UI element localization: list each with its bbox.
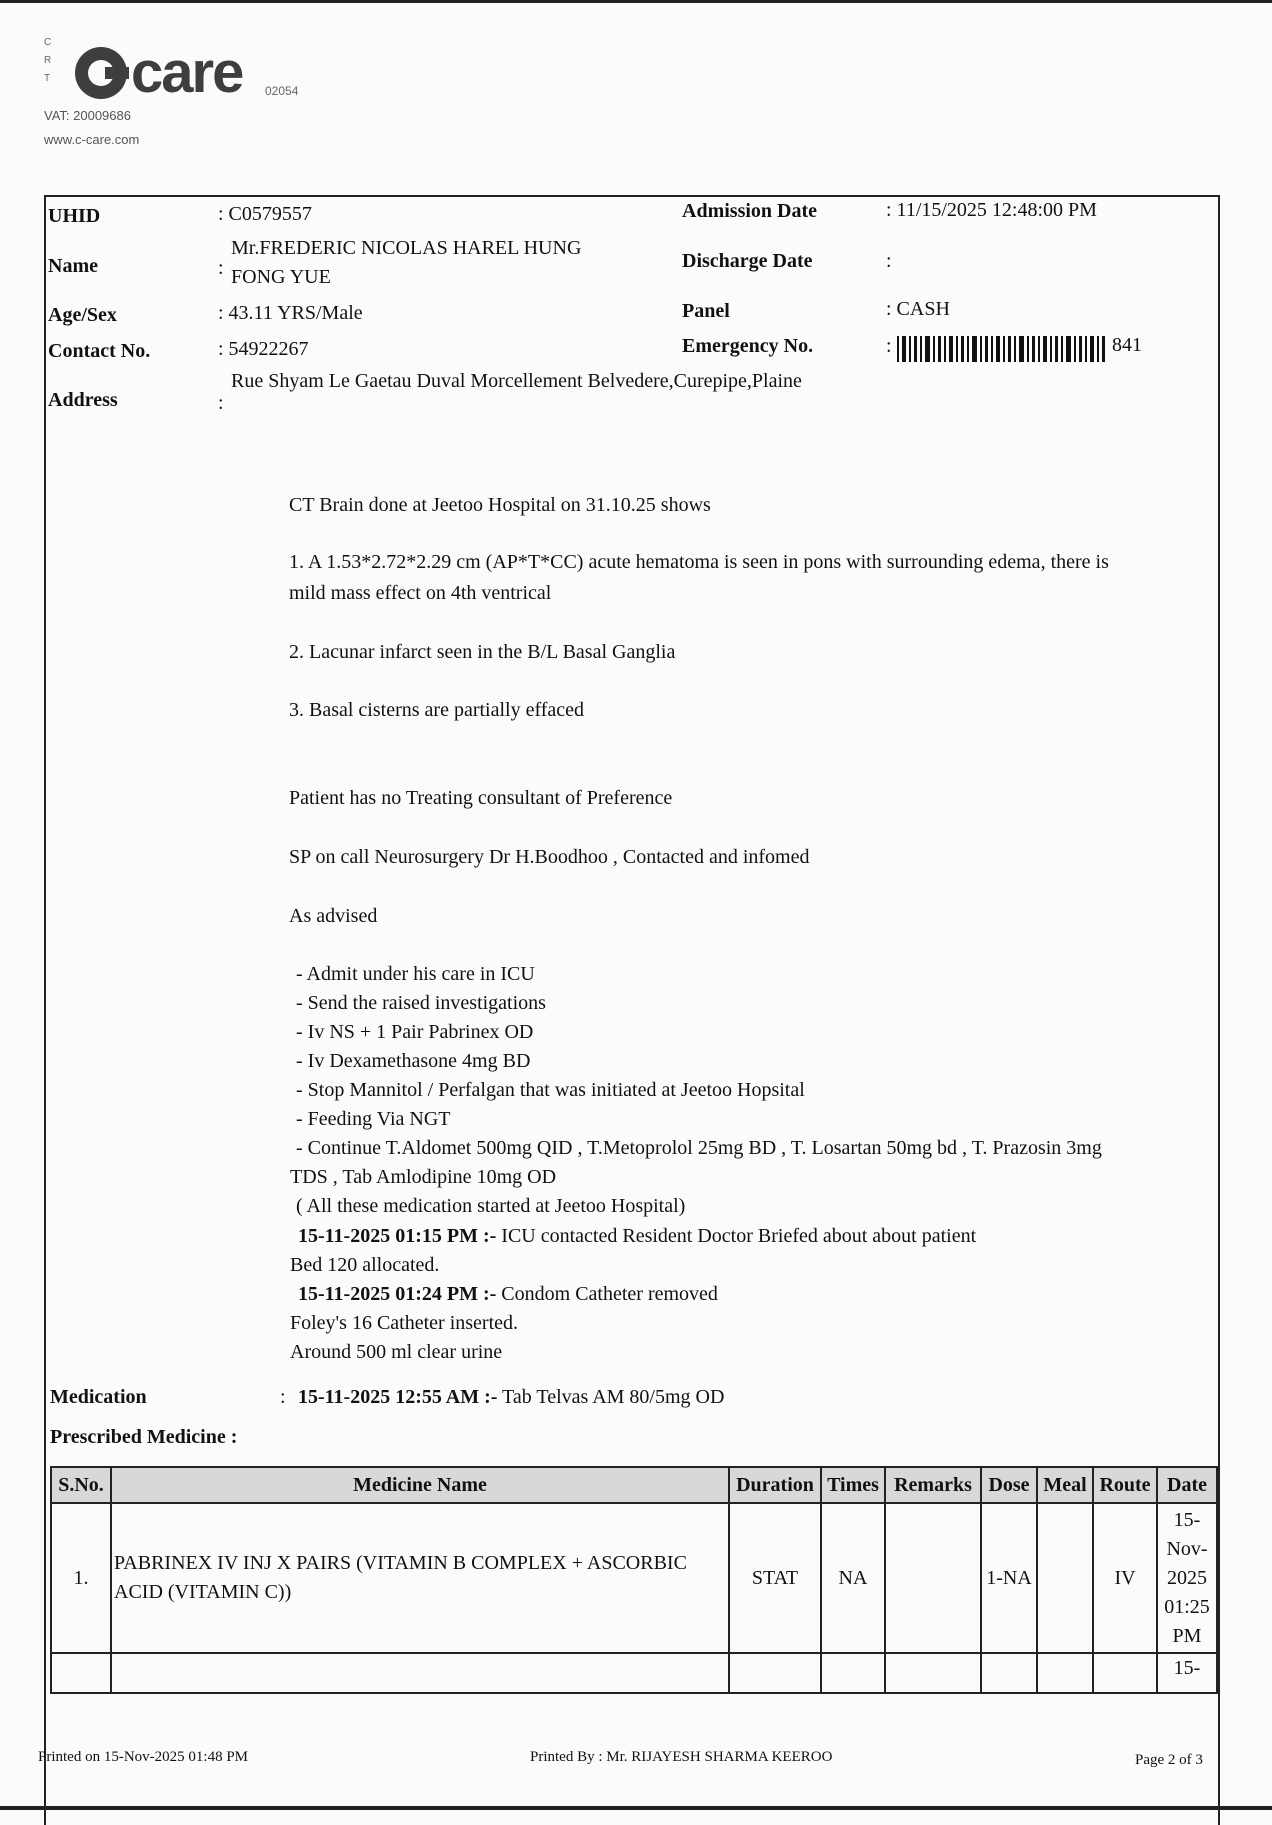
prescribed-medicine-label: Prescribed Medicine : — [50, 1426, 238, 1448]
logo-text: care — [131, 40, 243, 105]
sno-cell — [51, 1653, 111, 1693]
route-cell: IV — [1093, 1503, 1157, 1653]
emergency-label: Emergency No. — [682, 335, 814, 357]
entry-1-time: 15-11-2025 01:15 PM :- — [298, 1225, 497, 1247]
table-row — [51, 1503, 1217, 1653]
entry-2-line2: Foley's 16 Catheter inserted. — [290, 1312, 518, 1334]
times-cell — [821, 1653, 885, 1693]
medicine-name-cell — [111, 1653, 729, 1693]
advice-list — [290, 960, 1102, 1221]
ct-title: CT Brain done at Jeetoo Hospital on 31.10.25 shows — [289, 494, 711, 516]
emergency-colon: : — [886, 335, 892, 357]
admission-value: : 11/15/2025 12:48:00 PM — [886, 199, 1097, 221]
entry-1-line2: Bed 120 allocated. — [290, 1254, 440, 1276]
meal-cell — [1037, 1503, 1093, 1653]
ccare-logo — [75, 42, 242, 104]
route-cell — [1093, 1653, 1157, 1693]
contact-label: Contact No. — [48, 340, 151, 362]
prescribed-medicine-table — [50, 1466, 1218, 1694]
agesex-value: : 43.11 YRS/Male — [218, 302, 363, 324]
panel-label: Panel — [682, 300, 730, 322]
name-value-line2: FONG YUE — [231, 266, 331, 288]
printed-on: Printed on 15-Nov-2025 01:48 PM — [38, 1749, 248, 1765]
advice-item: TDS , Tab Amlodipine 10mg OD — [290, 1166, 557, 1188]
column-header: Meal — [1037, 1467, 1093, 1503]
advice-item: - Feeding Via NGT — [296, 1108, 451, 1130]
emergency-suffix: 841 — [1112, 334, 1142, 356]
website: www.c-care.com — [44, 132, 140, 147]
name-label: Name — [48, 255, 98, 277]
column-header: Remarks — [885, 1467, 981, 1503]
advice-item: - Iv Dexamethasone 4mg BD — [296, 1050, 531, 1072]
remarks-cell — [885, 1653, 981, 1693]
medication-time: 15-11-2025 12:55 AM :- — [298, 1386, 498, 1408]
advice-item: - Send the raised investigations — [296, 992, 546, 1014]
entry-1-text: ICU contacted Resident Doctor Briefed about about patient — [496, 1225, 977, 1247]
finding-1-line2: mild mass effect on 4th ventrical — [289, 582, 552, 604]
vat-number: VAT: 20009686 — [44, 108, 131, 123]
duration-cell: STAT — [729, 1503, 821, 1653]
column-header: S.No. — [51, 1467, 111, 1503]
name-colon: : — [218, 257, 224, 279]
uhid-value: : C0579557 — [218, 203, 312, 225]
agesex-label: Age/Sex — [48, 304, 117, 326]
column-header: Route — [1093, 1467, 1157, 1503]
column-header: Dose — [981, 1467, 1037, 1503]
entry-2-text: Condom Catheter removed — [496, 1283, 718, 1305]
entry-2-time: 15-11-2025 01:24 PM :- — [298, 1283, 497, 1305]
medication-text: Tab Telvas AM 80/5mg OD — [497, 1386, 725, 1408]
table-row — [51, 1653, 1217, 1693]
page-bottom-border — [0, 1806, 1272, 1810]
logo-code: 02054 — [265, 84, 299, 98]
page-top-border — [0, 0, 1272, 3]
logo-c-icon — [75, 47, 127, 99]
advice-item: ( All these medication started at Jeetoo Hospital) — [296, 1195, 686, 1217]
finding-1-line1: 1. A 1.53*2.72*2.29 cm (AP*T*CC) acute hematoma is seen in pons with surrounding edema, there is — [289, 551, 1109, 573]
emergency-number-barcode — [895, 332, 1113, 364]
crt-letters: C R T — [44, 37, 52, 84]
address-value: Rue Shyam Le Gaetau Duval Morcellement Belvedere,Curepipe,Plaine — [231, 370, 802, 392]
meal-cell — [1037, 1653, 1093, 1693]
advice-item: - Stop Mannitol / Perfalgan that was initiated at Jeetoo Hopsital — [296, 1079, 805, 1101]
no-consultant-note: Patient has no Treating consultant of Preference — [289, 787, 673, 809]
dose-cell — [981, 1653, 1037, 1693]
advice-item: - Iv NS + 1 Pair Pabrinex OD — [296, 1021, 534, 1043]
advice-item: - Admit under his care in ICU — [296, 963, 535, 985]
discharge-label: Discharge Date — [682, 250, 813, 272]
medicine-name-cell: PABRINEX IV INJ X PAIRS (VITAMIN B COMPLEX + ASCORBIC ACID (VITAMIN C)) — [111, 1503, 729, 1653]
admission-label: Admission Date — [682, 200, 818, 222]
column-header: Medicine Name — [111, 1467, 729, 1503]
entry-2-line3: Around 500 ml clear urine — [290, 1341, 503, 1363]
medication-colon: : — [280, 1386, 286, 1408]
medication-entry — [298, 1383, 724, 1412]
finding-2: 2. Lacunar infarct seen in the B/L Basal Ganglia — [289, 641, 676, 663]
sno-cell: 1. — [51, 1503, 111, 1653]
discharge-value: : — [886, 250, 892, 272]
as-advised: As advised — [289, 905, 378, 927]
dose-cell: 1-NA — [981, 1503, 1037, 1653]
duration-cell — [729, 1653, 821, 1693]
finding-3: 3. Basal cisterns are partially effaced — [289, 699, 585, 721]
remarks-cell — [885, 1503, 981, 1653]
printed-by: Printed By : Mr. RIJAYESH SHARMA KEEROO — [530, 1749, 833, 1765]
date-cell: 15-Nov-2025 01:25 PM — [1157, 1503, 1217, 1653]
timeline-entry-1 — [298, 1222, 976, 1251]
address-colon: : — [218, 392, 224, 414]
column-header: Times — [821, 1467, 885, 1503]
medication-label: Medication — [50, 1386, 147, 1408]
uhid-label: UHID — [48, 205, 101, 227]
frame-right-edge — [1218, 620, 1220, 1800]
column-header: Duration — [729, 1467, 821, 1503]
table-header-row — [51, 1467, 1217, 1503]
column-header: Date — [1157, 1467, 1217, 1503]
panel-value: : CASH — [886, 298, 950, 320]
timeline-entry-2 — [298, 1280, 718, 1309]
address-label: Address — [48, 389, 118, 411]
date-cell: 15- — [1157, 1653, 1217, 1693]
page-number: Page 2 of 3 — [1135, 1752, 1203, 1768]
times-cell: NA — [821, 1503, 885, 1653]
name-value-line1: Mr.FREDERIC NICOLAS HAREL HUNG — [231, 237, 582, 259]
advice-item: - Continue T.Aldomet 500mg QID , T.Metoprolol 25mg BD , T. Losartan 50mg bd , T. Prazosin 3mg — [296, 1137, 1102, 1159]
contact-value: : 54922267 — [218, 338, 309, 360]
sp-on-call-note: SP on call Neurosurgery Dr H.Boodhoo , Contacted and infomed — [289, 846, 810, 868]
